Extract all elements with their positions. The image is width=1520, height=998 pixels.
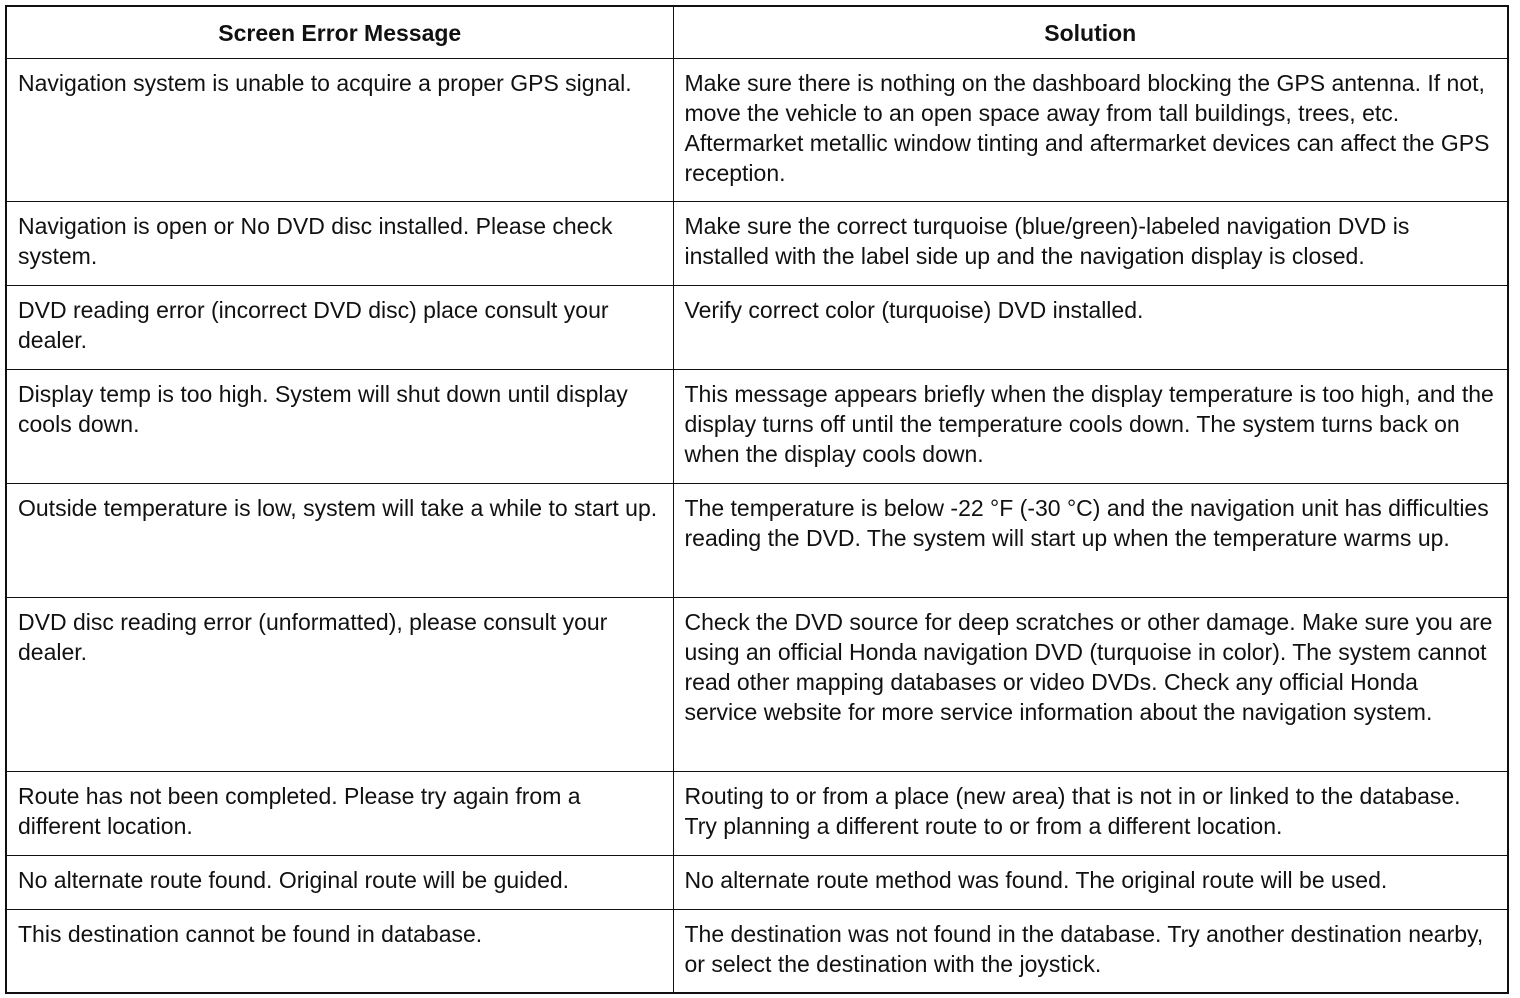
table-row [7,370,1507,484]
table-row [7,910,1507,994]
error-message-cell: Outside temperature is low, system will take a while to start up. [7,484,673,598]
table-row [7,598,1507,772]
solution-cell: Routing to or from a place (new area) that is not in or linked to the database. Try planning a different route to or from a different location. [673,772,1507,856]
table-row [7,484,1507,598]
error-message-table [7,7,1507,993]
header-solution: Solution [673,7,1507,59]
solution-cell: The temperature is below -22 °F (-30 °C) and the navigation unit has difficulties reading the DVD. The system will start up when the temperature warms up. [673,484,1507,598]
solution-cell: This message appears briefly when the display temperature is too high, and the display turns off until the temperature cools down. The system turns back on when the display cools down. [673,370,1507,484]
error-message-cell: DVD disc reading error (unformatted), please consult your dealer. [7,598,673,772]
table-row [7,772,1507,856]
error-message-cell: Display temp is too high. System will shut down until display cools down. [7,370,673,484]
solution-cell: No alternate route method was found. The original route will be used. [673,856,1507,910]
solution-cell: Make sure there is nothing on the dashboard blocking the GPS antenna. If not, move the vehicle to an open space away from tall buildings, trees, etc. Aftermarket metallic window tinting and aftermarket devices can affect the GPS reception. [673,59,1507,202]
table-row [7,856,1507,910]
error-message-cell: Navigation is open or No DVD disc installed. Please check system. [7,202,673,286]
error-message-cell: No alternate route found. Original route will be guided. [7,856,673,910]
table-row [7,59,1507,202]
table-header-row [7,7,1507,59]
error-message-cell: DVD reading error (incorrect DVD disc) place consult your dealer. [7,286,673,370]
header-screen-error-message: Screen Error Message [7,7,673,59]
error-message-cell: This destination cannot be found in database. [7,910,673,994]
solution-cell: Verify correct color (turquoise) DVD installed. [673,286,1507,370]
table-row [7,286,1507,370]
error-message-cell: Navigation system is unable to acquire a proper GPS signal. [7,59,673,202]
error-message-table-frame [5,5,1509,994]
solution-cell: The destination was not found in the database. Try another destination nearby, or select the destination with the joystick. [673,910,1507,994]
error-message-cell: Route has not been completed. Please try again from a different location. [7,772,673,856]
solution-cell: Make sure the correct turquoise (blue/green)-labeled navigation DVD is installed with the label side up and the navigation display is closed. [673,202,1507,286]
solution-cell: Check the DVD source for deep scratches or other damage. Make sure you are using an official Honda navigation DVD (turquoise in color). The system cannot read other mapping databases or video DVDs. Check any official Honda service website for more service information about the navigation system. [673,598,1507,772]
table-row [7,202,1507,286]
